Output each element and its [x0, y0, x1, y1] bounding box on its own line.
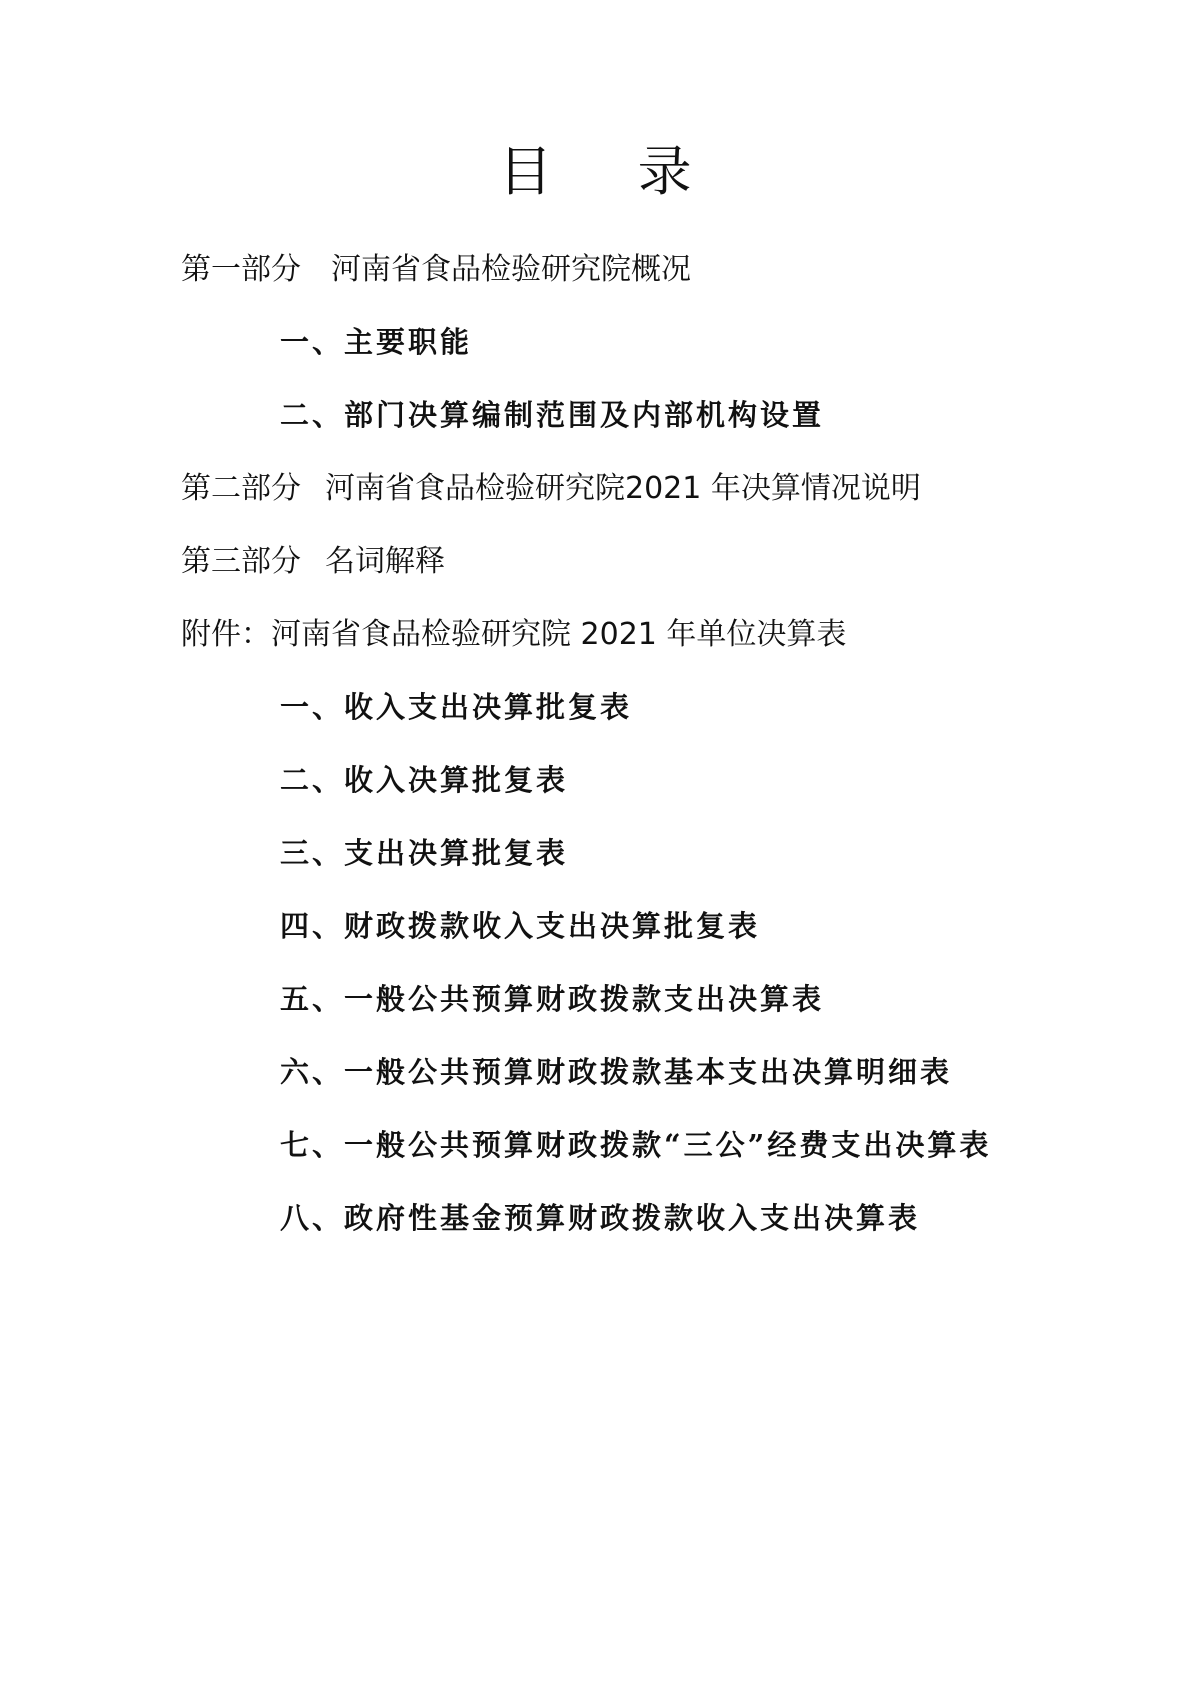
part-text: 名词解释 — [325, 544, 445, 579]
toc-item[interactable]: 八、政府性基金预算财政拨款收入支出决算表 — [280, 1201, 921, 1235]
part-label: 第一部分 — [181, 252, 301, 287]
page-title: 目 录 — [498, 140, 726, 203]
toc-item[interactable]: 六、一般公共预算财政拨款基本支出决算明细表 — [280, 1055, 953, 1089]
toc-part-1[interactable] — [181, 252, 691, 288]
toc-attachment[interactable]: 附件：河南省食品检验研究院 2021 年单位决算表 — [181, 617, 847, 652]
toc-item[interactable]: 二、收入决算批复表 — [280, 763, 569, 797]
part-text: 河南省食品检验研究院2021 年决算情况说明 — [325, 471, 921, 506]
part-label: 第三部分 — [181, 544, 301, 579]
toc-part-2[interactable] — [181, 471, 921, 507]
part-text: 河南省食品检验研究院概况 — [331, 252, 691, 287]
toc-item[interactable]: 一、主要职能 — [280, 325, 473, 359]
toc-item[interactable]: 五、一般公共预算财政拨款支出决算表 — [280, 982, 825, 1016]
toc-part-3[interactable] — [181, 544, 445, 580]
toc-item[interactable]: 四、财政拨款收入支出决算批复表 — [280, 909, 761, 943]
toc-item[interactable]: 二、部门决算编制范围及内部机构设置 — [280, 398, 825, 432]
part-label: 第二部分 — [181, 471, 301, 506]
toc-item[interactable]: 三、支出决算批复表 — [280, 836, 569, 870]
toc-item[interactable]: 七、一般公共预算财政拨款“三公”经费支出决算表 — [280, 1128, 992, 1162]
toc-item[interactable]: 一、收入支出决算批复表 — [280, 690, 633, 724]
